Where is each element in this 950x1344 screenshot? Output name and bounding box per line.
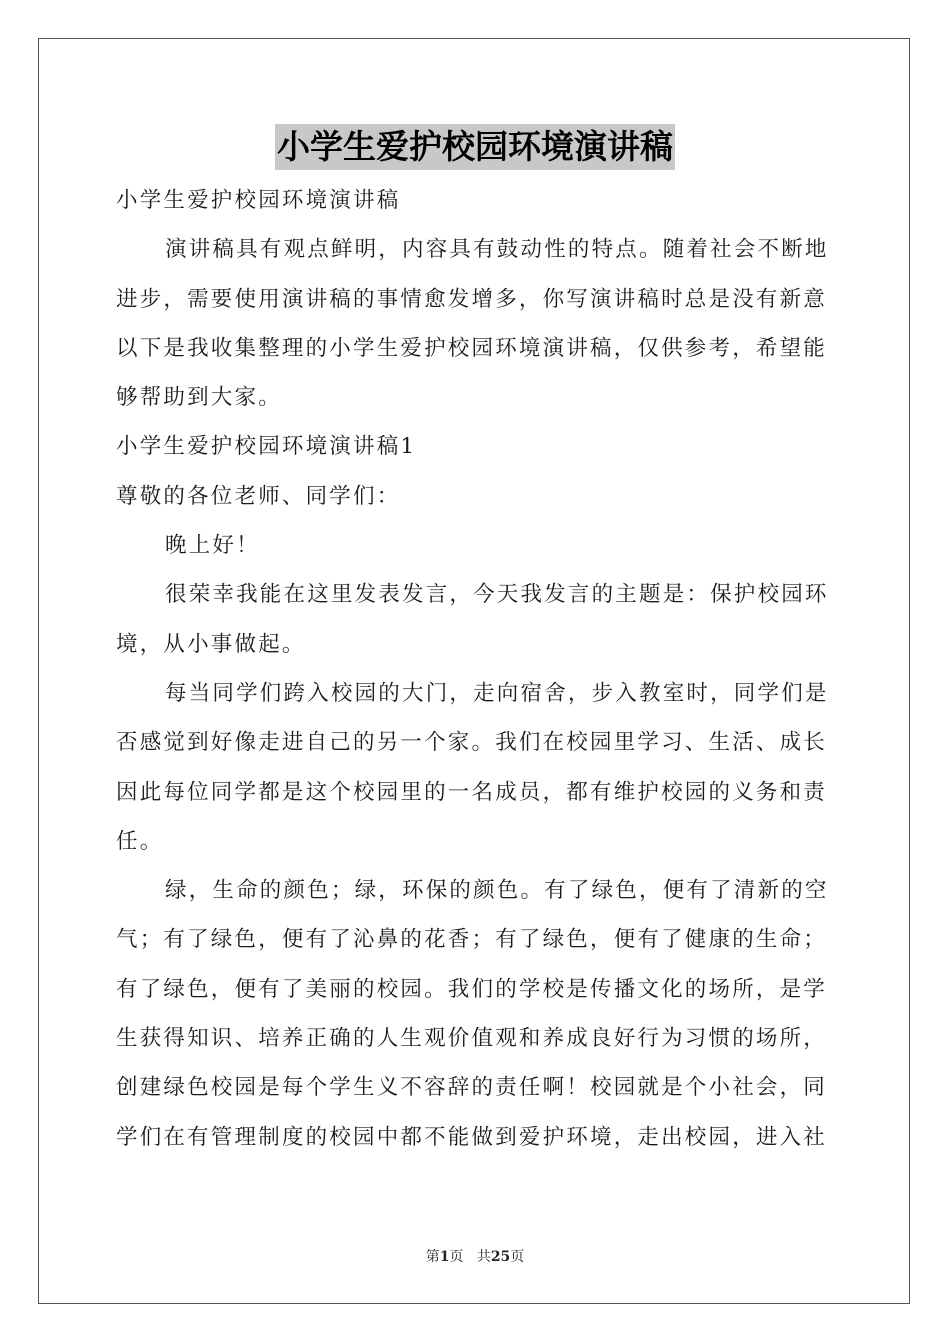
text-line: 有了绿色，便有了美丽的校园。我们的学校是传播文化的场所，是学 (116, 976, 828, 1002)
footer-page-mid: 页 (449, 1249, 464, 1265)
paragraph (116, 422, 836, 471)
text-line: 生获得知识、培养正确的人生观价值观和养成良好行为习惯的场所， (116, 1026, 828, 1052)
document-title: 小学生爱护校园环境演讲稿 (275, 124, 675, 170)
paragraph (116, 669, 836, 866)
text-line: 进步，需要使用演讲稿的事情愈发增多，你写演讲稿时总是没有新意 (116, 286, 828, 312)
text-line: 晚上好！ (165, 533, 260, 559)
paragraph (116, 866, 836, 1162)
footer-page-prefix: 第 (425, 1249, 440, 1265)
text-line: 绿，生命的颜色；绿，环保的颜色。有了绿色，便有了清新的空 (165, 878, 829, 904)
text-line: 以下是我收集整理的小学生爱护校园环境演讲稿，仅供参考，希望能 (116, 335, 828, 361)
text-line: 创建绿色校园是每个学生义不容辞的责任啊！校园就是个小社会，同 (116, 1075, 828, 1101)
text-line: 否感觉到好像走进自己的另一个家。我们在校园里学习、生活、成长 (116, 730, 828, 756)
text-line: 尊敬的各位老师、同学们： (116, 483, 401, 509)
page-footer (0, 1246, 950, 1266)
text-line: 小学生爱护校园环境演讲稿1 (116, 434, 417, 460)
text-line: 很荣幸我能在这里发表发言，今天我发言的主题是：保护校园环 (165, 582, 829, 608)
text-line: 气；有了绿色，便有了沁鼻的花香；有了绿色，便有了健康的生命； (116, 927, 828, 953)
footer-current-page: 1 (439, 1249, 450, 1265)
text-line: 小学生爱护校园环境演讲稿 (116, 188, 401, 213)
paragraph (116, 521, 836, 570)
title-container (0, 124, 950, 170)
document-body (116, 176, 836, 1162)
text-line: 够帮助到大家。 (116, 385, 282, 411)
text-line: 境，从小事做起。 (116, 631, 306, 657)
paragraph (116, 472, 836, 521)
paragraph (116, 176, 836, 225)
paragraph (116, 570, 836, 669)
text-line: 学们在有管理制度的校园中都不能做到爱护环境，走出校园，进入社 (116, 1124, 828, 1150)
text-line: 因此每位同学都是这个校园里的一名成员，都有维护校园的义务和责 (116, 779, 828, 805)
paragraph (116, 225, 836, 422)
text-line: 每当同学们跨入校园的大门，走向宿舍，步入教室时，同学们是 (165, 680, 829, 706)
footer-total-prefix: 共 (476, 1249, 491, 1265)
footer-total-suffix: 页 (510, 1249, 525, 1265)
footer-total-pages: 25 (490, 1249, 511, 1265)
text-line: 任。 (116, 828, 164, 854)
text-line: 演讲稿具有观点鲜明，内容具有鼓动性的特点。随着社会不断地 (165, 237, 829, 263)
